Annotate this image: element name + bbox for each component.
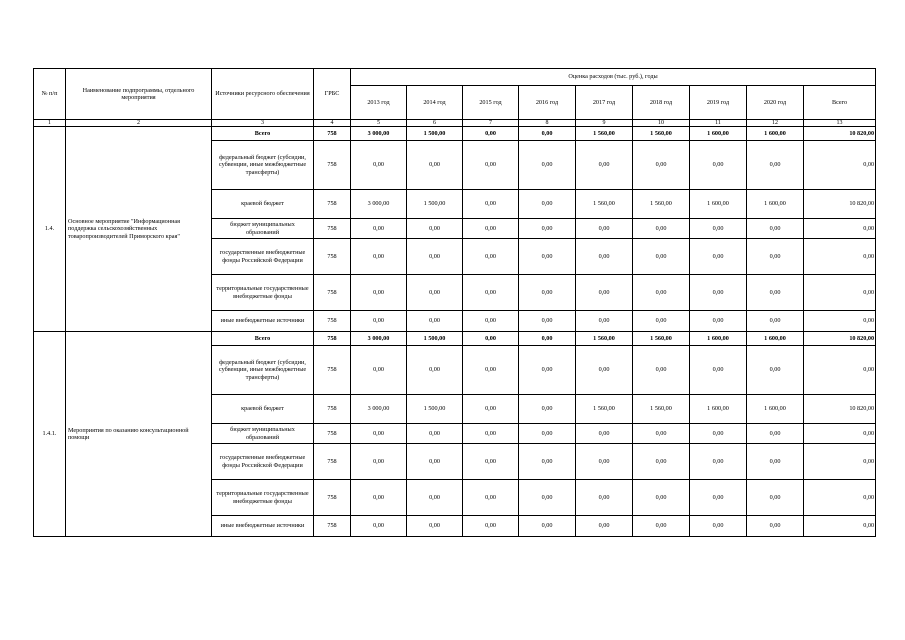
column-number: 4 xyxy=(314,120,351,127)
funding-source: территориальные государственные внебюджетные фонды xyxy=(212,480,314,516)
header-year: 2017 год xyxy=(576,86,633,120)
year-value: 1 560,00 xyxy=(633,190,690,219)
grbs-code: 758 xyxy=(314,275,351,311)
year-value: 3 000,00 xyxy=(351,127,407,141)
year-value: 0,00 xyxy=(519,516,576,537)
total-value: 0,00 xyxy=(804,219,876,239)
funding-source: краевой бюджет xyxy=(212,395,314,424)
column-number: 6 xyxy=(407,120,463,127)
header-total: Всего xyxy=(804,86,876,120)
year-value: 0,00 xyxy=(576,480,633,516)
year-value: 0,00 xyxy=(576,346,633,395)
year-value: 0,00 xyxy=(519,480,576,516)
budget-table xyxy=(33,68,876,537)
year-value: 0,00 xyxy=(407,219,463,239)
year-value: 0,00 xyxy=(747,239,804,275)
year-value: 1 560,00 xyxy=(576,332,633,346)
funding-source: иные внебюджетные источники xyxy=(212,311,314,332)
year-value: 1 500,00 xyxy=(407,127,463,141)
year-value: 3 000,00 xyxy=(351,395,407,424)
header-year: 2019 год xyxy=(690,86,747,120)
year-value: 0,00 xyxy=(633,346,690,395)
year-value: 0,00 xyxy=(747,275,804,311)
grbs-code: 758 xyxy=(314,141,351,190)
year-value: 0,00 xyxy=(463,190,519,219)
grbs-code: 758 xyxy=(314,395,351,424)
year-value: 0,00 xyxy=(576,444,633,480)
year-value: 0,00 xyxy=(690,516,747,537)
year-value: 0,00 xyxy=(690,346,747,395)
year-value: 1 600,00 xyxy=(690,190,747,219)
year-value: 0,00 xyxy=(519,424,576,444)
year-value: 0,00 xyxy=(407,141,463,190)
year-value: 0,00 xyxy=(633,219,690,239)
header-no: № п/п xyxy=(34,69,66,120)
year-value: 0,00 xyxy=(351,275,407,311)
year-value: 0,00 xyxy=(633,516,690,537)
header-grbs: ГРБС xyxy=(314,69,351,120)
year-value: 1 560,00 xyxy=(633,127,690,141)
year-value: 0,00 xyxy=(519,275,576,311)
funding-source: государственные внебюджетные фонды Российской Федерации xyxy=(212,239,314,275)
header-year: 2014 год xyxy=(407,86,463,120)
section-name: Основное мероприятие "Информационная поддержка сельскохозяйственных товаропроизводителей Приморского края" xyxy=(66,127,212,332)
year-value: 1 560,00 xyxy=(633,332,690,346)
year-value: 0,00 xyxy=(463,480,519,516)
year-value: 0,00 xyxy=(407,480,463,516)
year-value: 0,00 xyxy=(576,219,633,239)
header-year: 2013 год xyxy=(351,86,407,120)
year-value: 0,00 xyxy=(576,311,633,332)
year-value: 0,00 xyxy=(351,346,407,395)
grbs-code: 758 xyxy=(314,219,351,239)
grbs-code: 758 xyxy=(314,127,351,141)
year-value: 0,00 xyxy=(576,275,633,311)
column-number: 8 xyxy=(519,120,576,127)
year-value: 1 600,00 xyxy=(747,395,804,424)
total-value: 0,00 xyxy=(804,516,876,537)
funding-source: Всего xyxy=(212,127,314,141)
table-row xyxy=(34,332,876,346)
total-value: 10 820,00 xyxy=(804,395,876,424)
year-value: 0,00 xyxy=(633,239,690,275)
year-value: 0,00 xyxy=(747,516,804,537)
grbs-code: 758 xyxy=(314,516,351,537)
year-value: 0,00 xyxy=(747,311,804,332)
year-value: 0,00 xyxy=(519,239,576,275)
total-value: 0,00 xyxy=(804,141,876,190)
funding-source: территориальные государственные внебюджетные фонды xyxy=(212,275,314,311)
year-value: 0,00 xyxy=(351,516,407,537)
total-value: 0,00 xyxy=(804,275,876,311)
year-value: 0,00 xyxy=(633,444,690,480)
year-value: 0,00 xyxy=(747,141,804,190)
year-value: 0,00 xyxy=(519,127,576,141)
funding-source: федеральный бюджет (субсидии, субвенции, иные межбюджетные трансферты) xyxy=(212,141,314,190)
funding-source: краевой бюджет xyxy=(212,190,314,219)
year-value: 0,00 xyxy=(463,275,519,311)
year-value: 0,00 xyxy=(576,424,633,444)
year-value: 1 600,00 xyxy=(690,395,747,424)
grbs-code: 758 xyxy=(314,424,351,444)
section-index: 1.4.1. xyxy=(34,332,66,537)
year-value: 0,00 xyxy=(407,444,463,480)
column-number: 10 xyxy=(633,120,690,127)
header-year: 2015 год xyxy=(463,86,519,120)
year-value: 0,00 xyxy=(407,346,463,395)
year-value: 0,00 xyxy=(351,219,407,239)
year-value: 3 000,00 xyxy=(351,190,407,219)
year-value: 0,00 xyxy=(351,141,407,190)
year-value: 0,00 xyxy=(690,444,747,480)
column-number: 12 xyxy=(747,120,804,127)
column-number: 13 xyxy=(804,120,876,127)
year-value: 1 560,00 xyxy=(576,127,633,141)
year-value: 0,00 xyxy=(351,424,407,444)
year-value: 0,00 xyxy=(747,219,804,239)
total-value: 0,00 xyxy=(804,346,876,395)
year-value: 0,00 xyxy=(519,444,576,480)
total-value: 0,00 xyxy=(804,424,876,444)
total-value: 0,00 xyxy=(804,444,876,480)
year-value: 0,00 xyxy=(407,275,463,311)
grbs-code: 758 xyxy=(314,444,351,480)
grbs-code: 758 xyxy=(314,239,351,275)
section-name: Мероприятия по оказанию консультационной помощи xyxy=(66,332,212,537)
year-value: 0,00 xyxy=(690,141,747,190)
total-value: 0,00 xyxy=(804,239,876,275)
year-value: 0,00 xyxy=(351,480,407,516)
header-year: 2018 год xyxy=(633,86,690,120)
grbs-code: 758 xyxy=(314,311,351,332)
year-value: 0,00 xyxy=(463,516,519,537)
grbs-code: 758 xyxy=(314,190,351,219)
year-value: 0,00 xyxy=(690,311,747,332)
year-value: 0,00 xyxy=(576,516,633,537)
year-value: 0,00 xyxy=(576,239,633,275)
total-value: 0,00 xyxy=(804,480,876,516)
table-row xyxy=(34,127,876,141)
header-year: 2020 год xyxy=(747,86,804,120)
funding-source: федеральный бюджет (субсидии, субвенции, иные межбюджетные трансферты) xyxy=(212,346,314,395)
column-number: 2 xyxy=(66,120,212,127)
year-value: 1 600,00 xyxy=(747,332,804,346)
header-name: Наименование подпрограммы, отдельного мероприятия xyxy=(66,69,212,120)
header-estimate: Оценка расходов (тыс. руб.), годы xyxy=(351,69,876,86)
year-value: 1 560,00 xyxy=(633,395,690,424)
year-value: 0,00 xyxy=(463,332,519,346)
year-value: 1 560,00 xyxy=(576,395,633,424)
year-value: 0,00 xyxy=(519,395,576,424)
year-value: 1 600,00 xyxy=(747,127,804,141)
grbs-code: 758 xyxy=(314,332,351,346)
column-number: 7 xyxy=(463,120,519,127)
year-value: 0,00 xyxy=(463,239,519,275)
year-value: 0,00 xyxy=(747,424,804,444)
year-value: 1 600,00 xyxy=(690,127,747,141)
column-number: 5 xyxy=(351,120,407,127)
year-value: 0,00 xyxy=(463,219,519,239)
column-number: 1 xyxy=(34,120,66,127)
year-value: 1 600,00 xyxy=(747,190,804,219)
year-value: 0,00 xyxy=(407,516,463,537)
year-value: 0,00 xyxy=(690,480,747,516)
total-value: 0,00 xyxy=(804,311,876,332)
funding-source: Всего xyxy=(212,332,314,346)
year-value: 0,00 xyxy=(463,424,519,444)
funding-source: государственные внебюджетные фонды Российской Федерации xyxy=(212,444,314,480)
year-value: 0,00 xyxy=(747,346,804,395)
year-value: 0,00 xyxy=(463,311,519,332)
column-number: 9 xyxy=(576,120,633,127)
year-value: 0,00 xyxy=(407,239,463,275)
year-value: 0,00 xyxy=(633,311,690,332)
total-value: 10 820,00 xyxy=(804,190,876,219)
year-value: 0,00 xyxy=(463,395,519,424)
year-value: 0,00 xyxy=(519,190,576,219)
year-value: 0,00 xyxy=(407,311,463,332)
section-index: 1.4. xyxy=(34,127,66,332)
year-value: 1 560,00 xyxy=(576,190,633,219)
year-value: 0,00 xyxy=(463,127,519,141)
column-number: 3 xyxy=(212,120,314,127)
year-value: 0,00 xyxy=(463,444,519,480)
year-value: 0,00 xyxy=(351,311,407,332)
column-number: 11 xyxy=(690,120,747,127)
year-value: 0,00 xyxy=(519,311,576,332)
funding-source: бюджет муниципальных образований xyxy=(212,424,314,444)
year-value: 0,00 xyxy=(351,239,407,275)
year-value: 0,00 xyxy=(519,141,576,190)
year-value: 1 500,00 xyxy=(407,190,463,219)
year-value: 0,00 xyxy=(747,444,804,480)
year-value: 0,00 xyxy=(576,141,633,190)
year-value: 0,00 xyxy=(519,346,576,395)
year-value: 1 600,00 xyxy=(690,332,747,346)
funding-source: иные внебюджетные источники xyxy=(212,516,314,537)
year-value: 0,00 xyxy=(407,424,463,444)
year-value: 0,00 xyxy=(633,480,690,516)
year-value: 0,00 xyxy=(519,219,576,239)
year-value: 0,00 xyxy=(633,275,690,311)
year-value: 3 000,00 xyxy=(351,332,407,346)
header-source: Источники ресурсного обеспечения xyxy=(212,69,314,120)
year-value: 0,00 xyxy=(690,424,747,444)
year-value: 0,00 xyxy=(633,424,690,444)
year-value: 0,00 xyxy=(463,141,519,190)
year-value: 0,00 xyxy=(690,275,747,311)
year-value: 0,00 xyxy=(463,346,519,395)
year-value: 0,00 xyxy=(633,141,690,190)
year-value: 0,00 xyxy=(519,332,576,346)
funding-source: бюджет муниципальных образований xyxy=(212,219,314,239)
header-year: 2016 год xyxy=(519,86,576,120)
year-value: 0,00 xyxy=(747,480,804,516)
column-numbers-row xyxy=(34,120,876,127)
grbs-code: 758 xyxy=(314,480,351,516)
year-value: 1 500,00 xyxy=(407,332,463,346)
year-value: 0,00 xyxy=(351,444,407,480)
total-value: 10 820,00 xyxy=(804,332,876,346)
grbs-code: 758 xyxy=(314,346,351,395)
total-value: 10 820,00 xyxy=(804,127,876,141)
year-value: 1 500,00 xyxy=(407,395,463,424)
year-value: 0,00 xyxy=(690,219,747,239)
year-value: 0,00 xyxy=(690,239,747,275)
